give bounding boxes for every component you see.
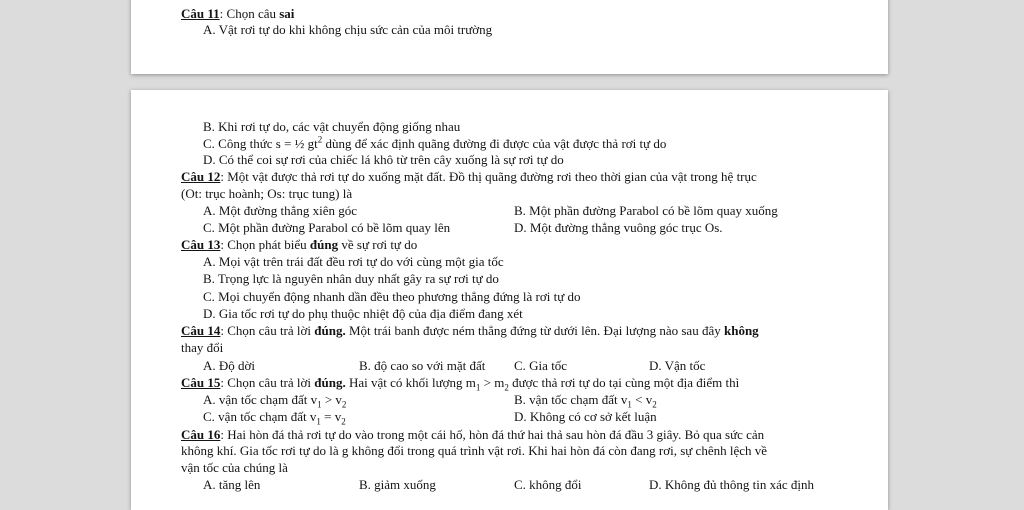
option-text: = v (320, 409, 342, 424)
question-15-header (181, 375, 740, 393)
subscript: 1 (316, 416, 321, 427)
superscript: 2 (317, 134, 323, 145)
option-text: C. Công thức s = ½ gt (203, 136, 318, 151)
option-a: A. tăng lên (203, 477, 261, 492)
question-text-continued: (Ot: trục hoành; Os: trục tung) là (181, 186, 353, 201)
subscript: 1 (317, 399, 322, 410)
question-label: Câu 14 (181, 323, 221, 338)
subscript: 1 (627, 399, 632, 410)
option-d: D. Không có cơ sở kết luận (514, 409, 657, 424)
subscript: 2 (504, 382, 509, 393)
option-c (203, 409, 346, 427)
question-emphasis: đúng. (314, 323, 346, 338)
question-14-header (181, 323, 759, 338)
question-text: : Chọn câu trả lời (220, 375, 315, 390)
question-16-header (181, 427, 764, 442)
option-d: D. Một đường thẳng vuông góc trục Os. (514, 220, 723, 235)
option-b: B. Trọng lực là nguyên nhân duy nhất gây ra sự rơi tự do (203, 271, 499, 286)
option-a: A. Một đường thẳng xiên góc (203, 203, 358, 218)
option-b: B. độ cao so với mặt đất (359, 358, 486, 373)
question-label: Câu 15 (181, 375, 221, 390)
option-a: A. Độ dời (203, 358, 256, 373)
option-d: D. Có thể coi sự rơi của chiếc lá khô từ trên cây xuống là sự rơi tự do (203, 152, 564, 167)
question-text: : Chọn câu (219, 6, 280, 21)
option-d: D. Gia tốc rơi tự do phụ thuộc nhiệt độ của địa điểm đang xét (203, 306, 523, 321)
question-text: về sự rơi tự do (338, 237, 418, 252)
option-text: dùng để xác định quãng đường đi được của vật được thả rơi tự do (322, 136, 667, 151)
question-text: > m (480, 375, 505, 390)
option-a (203, 392, 347, 410)
question-text-continued: vận tốc của chúng là (181, 460, 288, 475)
subscript: 2 (341, 399, 347, 410)
question-text: : Chọn câu trả lời (220, 323, 315, 338)
option-text: < v (631, 392, 653, 407)
question-13-header (181, 237, 417, 252)
question-emphasis: không (723, 323, 759, 338)
option-a: A. Vật rơi tự do khi không chịu sức cản của môi trường (203, 22, 493, 37)
question-emphasis: sai (279, 6, 295, 21)
question-text-continued: không khí. Gia tốc rơi tự do là g không đổi trong quá trình vật rơi. Khi hai hòn đá còn đang rơi, sự chênh lệch về (181, 443, 768, 458)
question-text-continued: thay đổi (181, 340, 224, 355)
option-b: B. Khi rơi tự do, các vật chuyển động giống nhau (203, 119, 461, 134)
question-text: : Hai hòn đá thả rơi tự do vào trong một cái hố, hòn đá thứ hai thả sau hòn đá đầu 3 giây. Bỏ qua sức cản (220, 427, 765, 442)
option-d: D. Vận tốc (649, 358, 706, 373)
question-11-header (181, 6, 294, 21)
question-12-header (181, 169, 757, 184)
question-text: Một trái banh được ném thẳng đứng từ dưới lên. Đại lượng nào sau đây (345, 323, 724, 338)
document-page-1 (131, 0, 888, 74)
option-b: B. Một phần đường Parabol có bề lõm quay xuống (514, 203, 778, 218)
question-label: Câu 16 (181, 427, 221, 442)
option-c: C. không đổi (514, 477, 582, 492)
option-a: A. Mọi vật trên trái đất đều rơi tự do với cùng một gia tốc (203, 254, 504, 269)
question-emphasis: đúng. (314, 375, 346, 390)
option-c: C. Gia tốc (514, 358, 568, 373)
question-label: Câu 13 (181, 237, 221, 252)
subscript: 2 (652, 399, 657, 410)
option-c (203, 136, 666, 151)
question-text: : Chọn phát biểu (220, 237, 310, 252)
option-c: C. Mọi chuyển động nhanh dần đều theo phương thẳng đứng là rơi tự do (203, 289, 581, 304)
question-emphasis: đúng (309, 237, 339, 252)
option-b: B. giảm xuống (359, 477, 436, 492)
question-text: Hai vật có khối lượng m (345, 375, 476, 390)
question-text: : Một vật được thả rơi tự do xuống mặt đất. Đồ thị quãng đường rơi theo thời gian của vật trong hệ trục (220, 169, 757, 184)
option-text: B. vận tốc chạm đất v (514, 392, 628, 407)
question-text: được thả rơi tự do tại cùng một địa điểm thì (508, 375, 740, 390)
subscript: 1 (475, 382, 481, 393)
document-page-2 (131, 90, 888, 510)
question-label: Câu 11 (181, 6, 220, 21)
option-text: A. vận tốc chạm đất v (203, 392, 318, 407)
subscript: 2 (341, 416, 346, 427)
question-label: Câu 12 (181, 169, 221, 184)
option-text: > v (321, 392, 342, 407)
option-text: C. vận tốc chạm đất v (203, 409, 317, 424)
option-d: D. Không đủ thông tin xác định (649, 477, 815, 492)
option-c: C. Một phần đường Parabol có bề lõm quay lên (203, 220, 451, 235)
option-b (514, 392, 657, 410)
